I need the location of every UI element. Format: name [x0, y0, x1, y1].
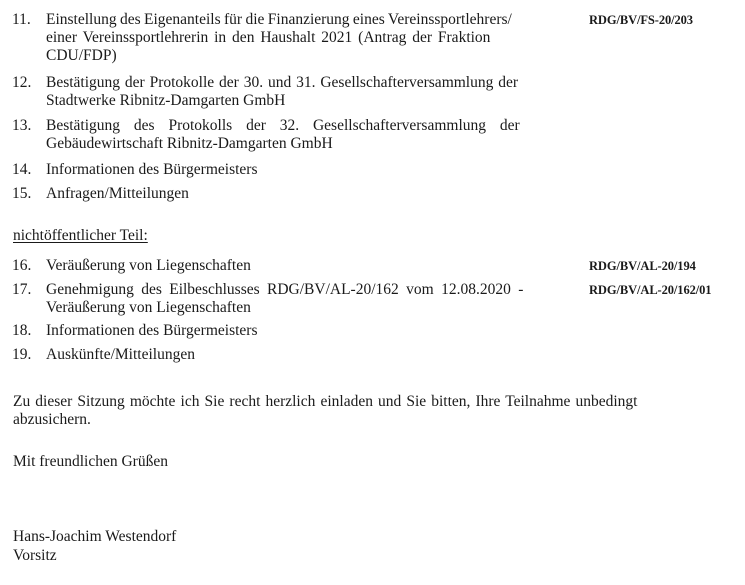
signer-name: Hans-Joachim Westendorf	[13, 528, 177, 545]
agenda-item-text-line: Stadtwerke Ribnitz-Damgarten GmbH	[46, 92, 286, 109]
agenda-item-text	[46, 11, 591, 65]
agenda-item-text-line: Gebäudewirtschaft Ribnitz-Damgarten GmbH	[46, 135, 333, 152]
agenda-item-18	[12, 322, 737, 342]
agenda-item-text-line: Veräußerung von Liegenschaften	[46, 299, 251, 316]
agenda-item-text-line: einer Vereinssportlehrerin in den Haushalt 2021 (Antrag der Fraktion	[46, 29, 491, 46]
agenda-item-19	[12, 346, 737, 366]
agenda-item-number: 19.	[12, 346, 32, 363]
agenda-item-13	[12, 117, 737, 155]
agenda-item-text	[46, 257, 591, 275]
agenda-item-text	[46, 185, 591, 203]
agenda-item-text-line: Veräußerung von Liegenschaften	[46, 257, 251, 274]
agenda-item-text-line: Einstellung des Eigenanteils für die Finanzierung eines Vereinssportlehrers/	[46, 11, 512, 28]
agenda-item-number: 14.	[12, 161, 32, 178]
agenda-item-15	[12, 185, 737, 205]
agenda-item-text-line: Informationen des Bürgermeisters	[46, 322, 258, 339]
agenda-item-number: 16.	[12, 257, 32, 274]
agenda-item-12	[12, 74, 737, 112]
closing-greeting: Mit freundlichen Grüßen	[13, 453, 168, 470]
document-reference-code: RDG/BV/AL-20/194	[589, 259, 696, 273]
invitation-paragraph	[13, 393, 713, 429]
agenda-item-text	[46, 161, 591, 179]
agenda-item-number: 13.	[12, 117, 32, 134]
agenda-item-text	[46, 74, 591, 110]
agenda-item-14	[12, 161, 737, 181]
agenda-item-text	[46, 281, 591, 317]
agenda-item-text-line: Bestätigung der Protokolle der 30. und 31. Gesellschafterversammlung der	[46, 74, 519, 91]
agenda-item-text	[46, 322, 591, 340]
document-reference-code: RDG/BV/AL-20/162/01	[589, 283, 712, 297]
agenda-item-text-line: Auskünfte/Mitteilungen	[46, 346, 195, 363]
agenda-item-17	[12, 281, 737, 319]
document-reference-code: RDG/BV/FS-20/203	[589, 13, 693, 27]
section-title-non-public: nichtöffentlicher Teil:	[13, 227, 148, 244]
agenda-item-text-line: Anfragen/Mitteilungen	[46, 185, 189, 202]
agenda-item-number: 11.	[12, 11, 31, 28]
invitation-line: Zu dieser Sitzung möchte ich Sie recht herzlich einladen und Sie bitten, Ihre Teilnahme unbedingt	[13, 393, 638, 410]
signer-role: Vorsitz	[13, 547, 57, 564]
agenda-item-number: 12.	[12, 74, 32, 91]
agenda-item-text-line: Bestätigung des Protokolls der 32. Gesellschafterversammlung der	[46, 117, 520, 134]
agenda-item-text-line: Genehmigung des Eilbeschlusses RDG/BV/AL-20/162 vom 12.08.2020 -	[46, 281, 524, 298]
invitation-line: abzusichern.	[13, 411, 91, 428]
agenda-item-text-line: Informationen des Bürgermeisters	[46, 161, 258, 178]
agenda-item-16	[12, 257, 737, 277]
agenda-item-number: 15.	[12, 185, 32, 202]
agenda-item-number: 18.	[12, 322, 32, 339]
agenda-item-text-line: CDU/FDP)	[46, 47, 117, 64]
agenda-item-text	[46, 346, 591, 364]
agenda-item-number: 17.	[12, 281, 32, 298]
agenda-item-11	[12, 11, 737, 67]
agenda-item-text	[46, 117, 591, 153]
